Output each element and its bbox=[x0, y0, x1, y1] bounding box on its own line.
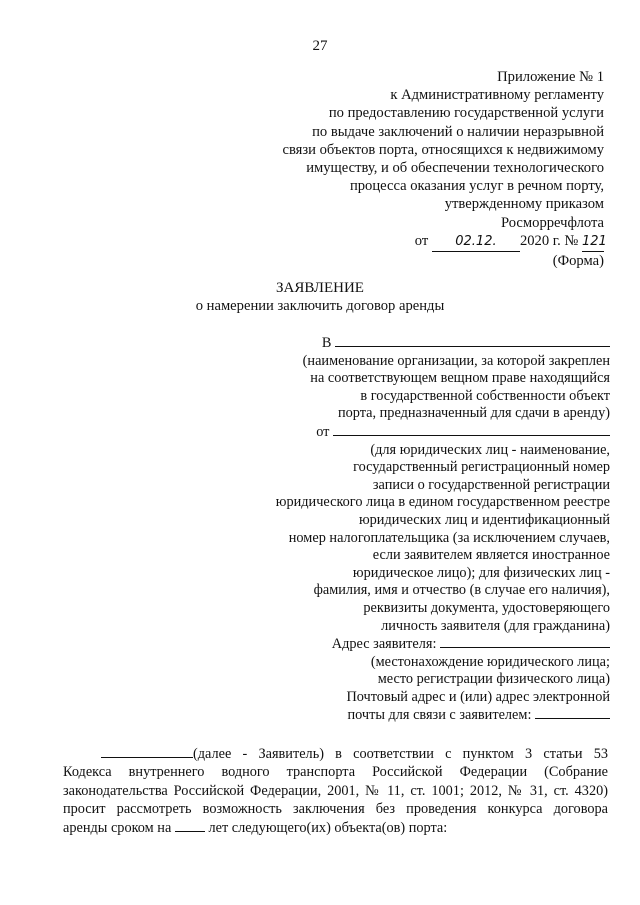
appendix-line: имуществу, и об обеспечении технологического bbox=[306, 160, 604, 177]
appendix-line: связи объектов порта, относящихся к недвижимому bbox=[282, 141, 604, 158]
page-number: 27 bbox=[312, 38, 328, 54]
postal-line-1: Почтовый адрес и (или) адрес электронной bbox=[346, 688, 610, 705]
term-years-blank[interactable] bbox=[175, 819, 205, 832]
from-field-line bbox=[190, 423, 610, 442]
to-hint-line: на соответствующем вещном праве находящийся bbox=[310, 370, 610, 387]
body-line-1 bbox=[63, 745, 608, 763]
from-hint-line: юридических лиц и идентификационный bbox=[358, 511, 610, 528]
from-hint-line: личность заявителя (для гражданина) bbox=[381, 617, 610, 634]
address-hint-line: место регистрации физического лица) bbox=[377, 671, 610, 688]
term-prefix: аренды сроком на bbox=[63, 819, 172, 836]
to-hint-line: (наименование организации, за которой закреплен bbox=[302, 352, 610, 369]
from-hint-line: юридического лица в едином государственном реестре bbox=[275, 494, 610, 511]
address-hint-line: (местонахождение юридического лица; bbox=[370, 653, 610, 670]
appendix-line: утвержденному приказом bbox=[444, 196, 604, 213]
from-hint-line: (для юридических лиц - наименование, bbox=[370, 441, 610, 458]
from-hint-line: если заявителем является иностранное bbox=[372, 547, 610, 564]
applicant-name-blank[interactable] bbox=[101, 745, 193, 758]
order-date-value: 02.12. bbox=[432, 233, 520, 252]
to-label: В bbox=[321, 335, 332, 351]
from-hint-line: записи о государственной регистрации bbox=[372, 476, 610, 493]
appendix-block bbox=[184, 68, 607, 270]
from-hint-line: фамилия, имя и отчество (в случае его наличия), bbox=[313, 582, 610, 599]
postal-field-line bbox=[190, 706, 610, 725]
title-subheading: о намерении заключить договор аренды bbox=[195, 298, 445, 314]
from-input-line[interactable] bbox=[333, 423, 610, 436]
application-body bbox=[63, 745, 608, 837]
applicant-fields bbox=[190, 334, 610, 725]
date-suffix: 2020 г. № bbox=[519, 232, 579, 249]
address-field-line bbox=[190, 635, 610, 654]
term-suffix: лет следующего(их) объекта(ов) порта: bbox=[208, 819, 448, 836]
from-hint-line: государственный регистрационный номер bbox=[353, 459, 610, 476]
body-line-1-text: (далее - Заявитель) в соответствии с пунктом 3 статьи 53 bbox=[193, 746, 608, 762]
to-hint-line: в государственной собственности объект bbox=[360, 387, 610, 404]
to-hint-line: порта, предназначенный для сдачи в аренду) bbox=[337, 405, 610, 422]
appendix-line: Росморречфлота bbox=[501, 214, 604, 231]
title-heading: ЗАЯВЛЕНИЕ bbox=[276, 280, 364, 296]
address-input-line[interactable] bbox=[440, 635, 610, 648]
body-line-4: просит рассмотреть возможность заключения без проведения конкурса договора bbox=[63, 801, 608, 818]
date-prefix: от bbox=[414, 232, 429, 249]
appendix-line: по выдаче заключений о наличии неразрывной bbox=[312, 123, 604, 140]
postal-input-line[interactable] bbox=[535, 706, 610, 719]
order-number-value: 121 bbox=[582, 233, 604, 252]
appendix-line: по предоставлению государственной услуги bbox=[328, 105, 604, 122]
from-hint-line: реквизиты документа, удостоверяющего bbox=[363, 599, 610, 616]
body-line-2: Кодекса внутреннего водного транспорта Российской Федерации (Собрание bbox=[63, 764, 608, 781]
body-line-5 bbox=[63, 819, 608, 837]
to-field-line bbox=[190, 334, 610, 353]
appendix-line: процесса оказания услуг в речном порту, bbox=[349, 178, 604, 195]
appendix-line: к Административному регламенту bbox=[390, 87, 604, 104]
body-line-3: законодательства Российской Федерации, 2001, № 11, ст. 1001; 2012, № 31, ст. 4320) bbox=[63, 782, 608, 799]
from-hint-line: номер налогоплательщика (за исключением случаев, bbox=[288, 529, 610, 546]
document-title bbox=[0, 279, 640, 315]
from-hint-line: юридическое лицо); для физических лиц - bbox=[352, 564, 610, 581]
postal-label: почты для связи с заявителем: bbox=[347, 707, 532, 724]
to-input-line[interactable] bbox=[335, 334, 610, 347]
appendix-line: Приложение № 1 bbox=[497, 69, 604, 85]
from-label: от bbox=[316, 423, 330, 440]
address-label: Адрес заявителя: bbox=[331, 636, 437, 653]
order-date-line bbox=[184, 232, 607, 252]
form-label: (Форма) bbox=[552, 253, 604, 270]
